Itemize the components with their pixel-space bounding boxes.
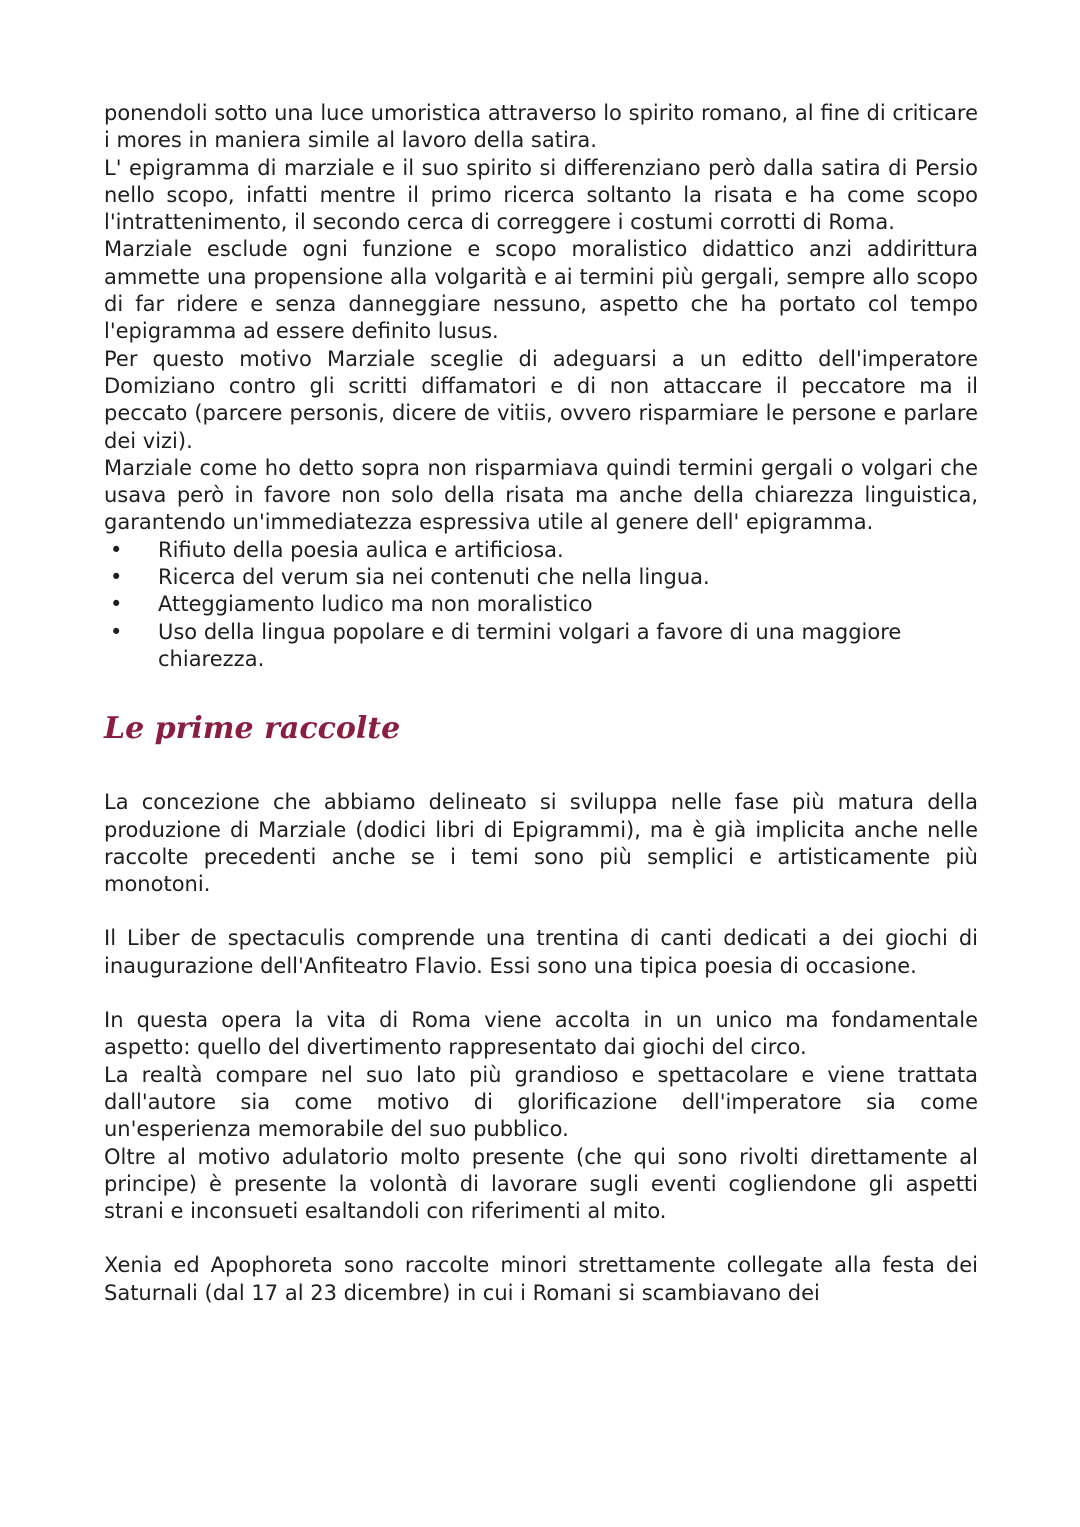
list-item-text: Rifiuto della poesia aulica e artificiosa. (158, 537, 564, 562)
paragraph-xenia-apophoreta: Xenia ed Apophoreta sono raccolte minori strettamente collegate alla festa dei Saturnali (dal 17 al 23 dicembre) in cui i Romani si scambiavano dei (104, 1253, 978, 1305)
paragraph-language: Marziale come ho detto sopra non risparmiava quindi termini gergali o volgari che usava però in favore non solo della risata ma anche della chiarezza linguistica, garantendo un'immediatezza espressiva utile al genere dell' epigramma. (104, 455, 978, 535)
list-item-text: Atteggiamento ludico ma non moralistico (158, 592, 593, 617)
list-item (104, 619, 978, 674)
bullet-icon: • (110, 592, 123, 617)
paragraph-lusus: Marziale esclude ogni funzione e scopo moralistico didattico anzi addirittura ammette una propensione alla volgarità e ai termini più gergali, sempre allo scopo di far ridere e senza danneggiare nessuno, aspetto che ha portato col tempo l'epigramma ad essere definito lusus. (104, 237, 978, 344)
list-item-text: Uso della lingua popolare e di termini volgari a favore di una maggiore chiarezza. (158, 619, 902, 671)
list-item (104, 591, 978, 618)
bullet-icon: • (110, 537, 123, 562)
paragraph-adulation: Oltre al motivo adulatorio molto presente (che qui sono rivolti direttamente al principe) è presente la volontà di lavorare sugli eventi cogliendone gli aspetti strani e inconsueti esaltandoli con riferimenti al mito. (104, 1144, 978, 1224)
bullet-icon: • (110, 619, 123, 644)
list-item (104, 537, 978, 564)
paragraph-roman-life: In questa opera la vita di Roma viene accolta in un unico ma fondamentale aspetto: quello del divertimento rappresentato dai giochi del circo. (104, 1008, 978, 1060)
paragraph-humor: ponendoli sotto una luce umoristica attraverso lo spirito romano, al fine di criticare i mores in maniera simile al lavoro della satira. (104, 101, 978, 153)
paragraph-edict: Per questo motivo Marziale sceglie di adeguarsi a un editto dell'imperatore Domiziano contro gli scritti diffamatori e di non attaccare il peccatore ma il peccato (parcere personis, dicere de vitiis, ovvero risparmiare le persone e parlare dei vizi). (104, 346, 978, 453)
bullet-icon: • (110, 565, 123, 590)
paragraph-reality: La realtà compare nel suo lato più grandioso e spettacolare e viene trattata dall'autore sia come motivo di glorificazione dell'imperatore sia come un'esperienza memorabile del suo pubblico. (104, 1062, 978, 1142)
paragraph-mature-phase: La concezione che abbiamo delineato si sviluppa nelle fase più matura della produzione di Marziale (dodici libri di Epigrammi), ma è già implicita anche nelle raccolte precedenti anche se i temi sono più semplici e artisticamente più monotoni. (104, 790, 978, 897)
paragraph-epigram-vs-satire: L' epigramma di marziale e il suo spirito si differenziano però dalla satira di Persio nello scopo, infatti mentre il primo ricerca soltanto la risata e ha come scopo l'intrattenimento, il secondo cerca di correggere i costumi corrotti di Roma. (104, 155, 978, 235)
paragraph-liber-de-spectaculis: Il Liber de spectaculis comprende una trentina di canti dedicati a dei giochi di inaugurazione dell'Anfiteatro Flavio. Essi sono una tipica poesia di occasione. (104, 926, 978, 978)
section-heading: Le prime raccolte (104, 711, 401, 747)
summary-bullet-list (104, 537, 978, 673)
list-item (104, 564, 978, 591)
document-page (104, 100, 978, 1307)
list-item-text: Ricerca del verum sia nei contenuti che nella lingua. (158, 565, 710, 590)
